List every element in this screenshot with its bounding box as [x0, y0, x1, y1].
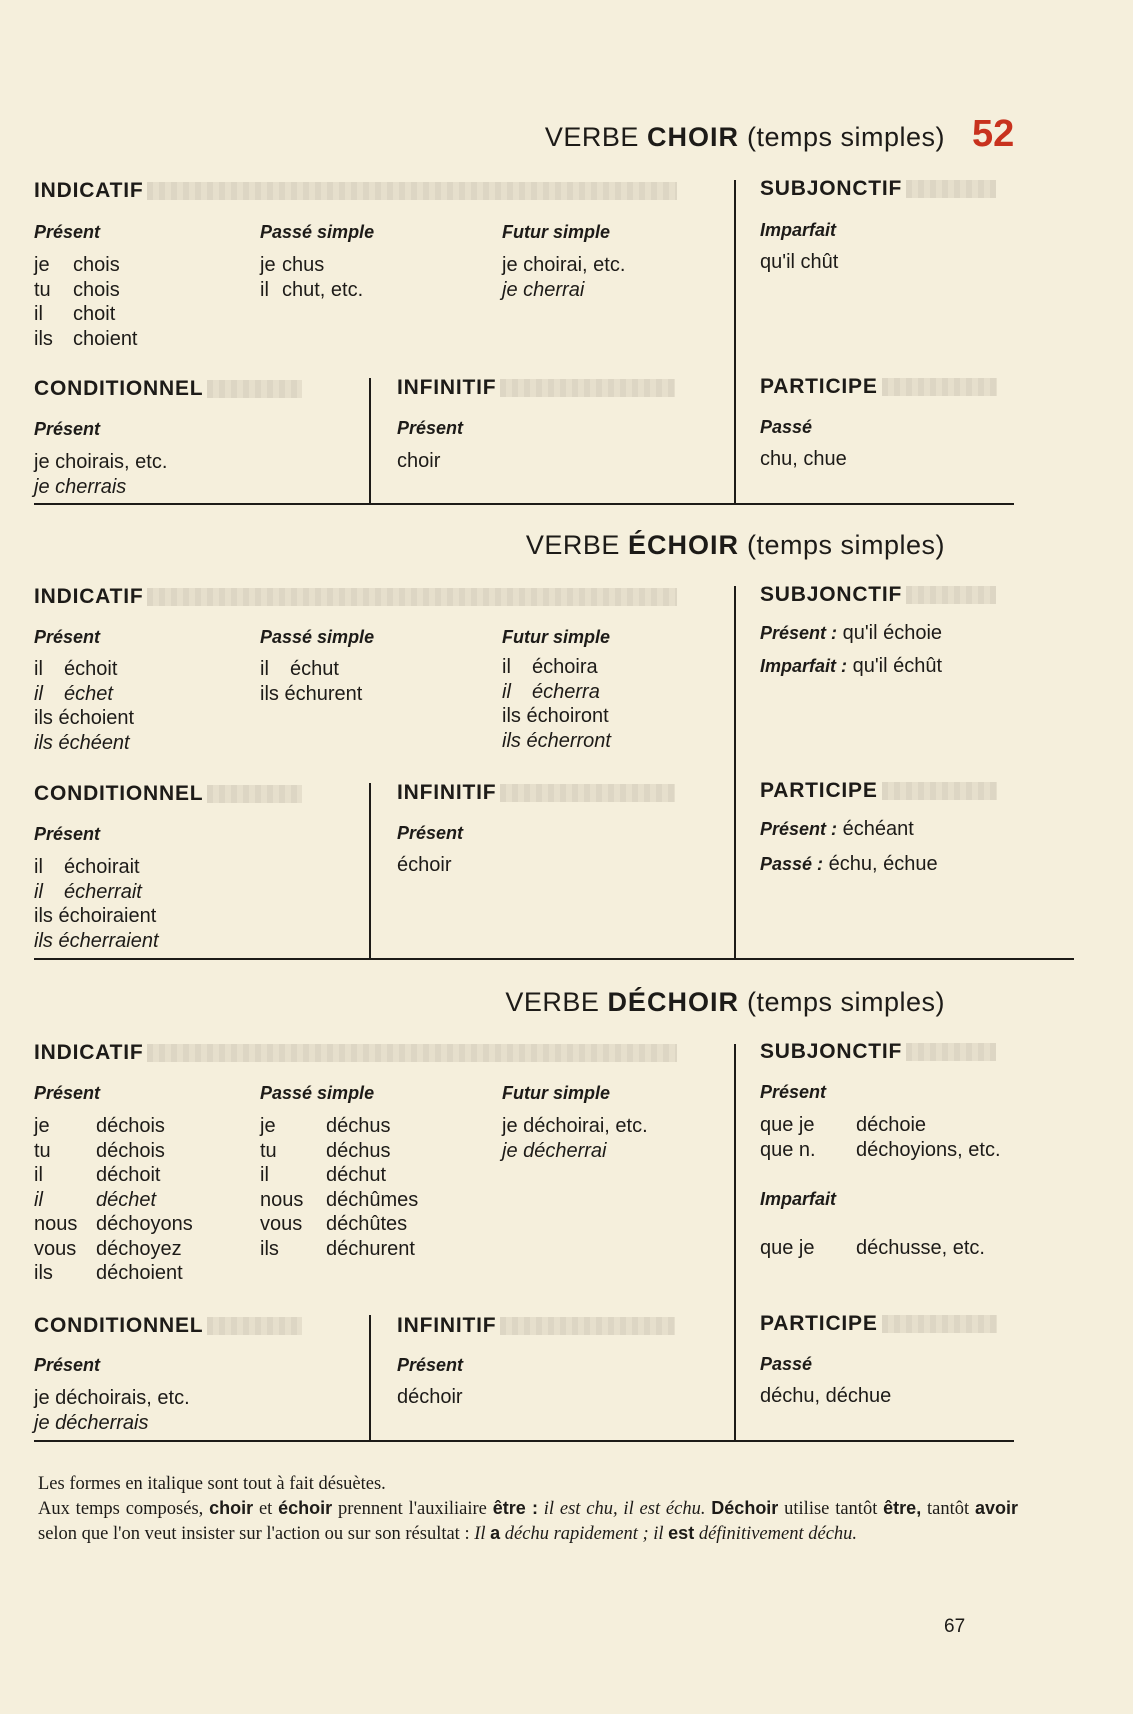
conditionnel-heading: CONDITIONNEL — [34, 376, 302, 402]
verb-form: déchus — [326, 1139, 391, 1162]
verb-form: écherra — [532, 680, 600, 703]
present-label: Présent — [760, 1082, 827, 1102]
form-row — [34, 1212, 193, 1237]
present-label: Présent — [34, 1083, 101, 1103]
conditionnel-heading: CONDITIONNEL — [34, 1313, 302, 1339]
subjonctif-imparfait-form: qu'il échût — [852, 655, 943, 677]
verb-form: échoit — [64, 658, 118, 680]
pronoun: nous — [34, 1213, 78, 1235]
verb-form: déchois — [96, 1139, 165, 1162]
form-row — [34, 278, 138, 303]
title-prefix: VERBE — [505, 987, 600, 1017]
form-row — [34, 1386, 190, 1411]
rule — [34, 958, 1074, 960]
pronoun: que n. — [760, 1138, 816, 1161]
present-label: Présent — [34, 627, 101, 647]
subjonctif-present-line — [760, 622, 942, 645]
indicatif-present-forms — [34, 657, 134, 755]
passe-label: Passé : — [760, 854, 824, 874]
form-text: ils écherraient — [34, 929, 159, 952]
participe-passe-form: déchu, déchue — [760, 1385, 892, 1407]
form-text: je déchoirai, etc. — [502, 1115, 648, 1137]
pronoun: que je — [760, 1237, 815, 1259]
form-text: ils échoiraient — [34, 905, 157, 927]
note-auxiliaries: Aux temps composés, choir et échoir prennent l'auxiliaire être : il est chu, il est échu. Déchoir utilise tantôt être, tantôt avoir selon que l'on veut insister sur l'action ou sur son résultat : Il a déchu rapidement ; il est définitivement déchu. — [38, 1498, 1019, 1544]
form-row — [260, 1188, 418, 1213]
divider — [369, 1315, 371, 1442]
form-row — [260, 657, 362, 682]
form-row — [34, 706, 134, 731]
pronoun: je — [260, 254, 276, 276]
present-label: Présent — [397, 823, 464, 843]
pronoun: il — [34, 880, 43, 903]
participe-heading: PARTICIPE — [760, 778, 997, 804]
subjonctif-present-forms — [760, 1113, 1001, 1162]
imparfait-label: Imparfait — [760, 220, 837, 240]
pronoun: ils — [260, 1237, 279, 1260]
verb-form: chut, etc. — [282, 278, 364, 301]
verb-form: déchoie — [856, 1114, 927, 1136]
form-text: je décherrai — [502, 1139, 607, 1162]
participe-present-line — [760, 818, 914, 841]
verb-form: choit — [73, 303, 116, 325]
form-text: je décherrais — [34, 1411, 149, 1434]
participe-heading: PARTICIPE — [760, 374, 997, 400]
pronoun: tu — [34, 1139, 51, 1162]
conditionnel-forms — [34, 450, 167, 499]
title-suffix: (temps simples) — [746, 122, 945, 152]
indicatif-heading: INDICATIF — [34, 178, 677, 204]
conditionnel-forms — [34, 1386, 190, 1435]
verb-title-dechoir — [505, 987, 945, 1018]
form-row — [260, 1237, 418, 1262]
form-text: ils échoient — [34, 707, 135, 729]
verb-form: écherrait — [64, 880, 142, 903]
title-suffix: (temps simples) — [746, 530, 945, 560]
verb-form: déchûmes — [326, 1188, 419, 1211]
form-row — [260, 1139, 418, 1164]
conditionnel-heading: CONDITIONNEL — [34, 781, 302, 807]
chapter-number: 52 — [972, 113, 1015, 155]
present-label: Présent — [397, 418, 464, 438]
pronoun: tu — [260, 1139, 277, 1162]
form-row — [34, 904, 159, 929]
verb-form: déchut — [326, 1164, 387, 1186]
passe-label: Passé — [760, 1354, 813, 1374]
form-row — [34, 1411, 190, 1436]
conditionnel-forms — [34, 855, 159, 953]
form-row — [502, 1114, 648, 1139]
present-label: Présent : — [760, 819, 838, 839]
form-row — [34, 1188, 193, 1213]
participe-present-form: échéant — [842, 818, 914, 840]
passe-simple-forms — [260, 1114, 418, 1261]
form-text: ils échurent — [260, 682, 363, 705]
infinitif-form: échoir — [397, 854, 452, 876]
passe-simple-label: Passé simple — [260, 222, 375, 242]
pronoun: il — [260, 278, 269, 301]
pronoun: il — [260, 1164, 269, 1186]
indicatif-present-forms — [34, 1114, 193, 1286]
subjonctif-imparfait-line — [760, 655, 942, 678]
pronoun: il — [34, 856, 43, 878]
pronoun: vous — [260, 1213, 303, 1235]
infinitif-heading: INFINITIF — [397, 780, 675, 806]
verb-form: déchoyez — [96, 1237, 182, 1260]
form-text: je déchoirais, etc. — [34, 1387, 190, 1409]
form-row — [34, 731, 134, 756]
form-text: je cherrai — [502, 278, 585, 301]
pronoun: il — [260, 658, 269, 680]
form-row — [34, 1237, 193, 1262]
verb-name: ÉCHOIR — [627, 530, 739, 560]
subjonctif-heading: SUBJONCTIF — [760, 1039, 996, 1065]
page-number: 67 — [944, 1616, 966, 1637]
imparfait-label: Imparfait — [760, 1189, 837, 1209]
infinitif-form: déchoir — [397, 1386, 463, 1408]
form-row — [502, 253, 625, 278]
verb-title-echoir — [526, 530, 945, 561]
footnotes — [38, 1472, 1018, 1546]
divider — [369, 783, 371, 960]
present-label: Présent — [397, 1355, 464, 1375]
pronoun: il — [34, 682, 43, 705]
verb-form: déchus — [326, 1115, 391, 1137]
divider — [734, 1044, 736, 1442]
pronoun: je — [34, 1115, 50, 1137]
verb-form: chois — [73, 254, 120, 276]
participe-heading: PARTICIPE — [760, 1311, 997, 1337]
form-row — [760, 1113, 1001, 1138]
indicatif-present-forms — [34, 253, 138, 351]
form-row — [34, 450, 167, 475]
form-text: je cherrais — [34, 475, 127, 498]
verb-form: échut — [290, 658, 339, 680]
pronoun: il — [34, 658, 43, 680]
futur-simple-forms — [502, 253, 625, 302]
pronoun: il — [34, 1164, 43, 1186]
verb-form: choient — [73, 327, 138, 350]
present-label: Présent — [34, 1355, 101, 1375]
pronoun: que je — [760, 1114, 815, 1136]
verb-form: déchoyions, etc. — [856, 1138, 1001, 1161]
subjonctif-present-form: qu'il échoie — [842, 622, 943, 644]
present-label: Présent — [34, 222, 101, 242]
indicatif-heading: INDICATIF — [34, 1040, 677, 1066]
pronoun: nous — [260, 1188, 304, 1211]
rule — [34, 503, 1014, 505]
form-row — [502, 655, 611, 680]
form-row — [34, 1163, 193, 1188]
form-row — [502, 729, 611, 754]
verb-form: échet — [64, 682, 113, 705]
form-row — [34, 302, 138, 327]
pronoun: je — [34, 254, 50, 276]
pronoun: vous — [34, 1237, 77, 1260]
subjonctif-imparfait-form: qu'il chût — [760, 251, 839, 273]
form-row — [502, 680, 611, 705]
form-text: ils échoiront — [502, 705, 609, 727]
verb-form: déchusse, etc. — [856, 1237, 985, 1259]
pronoun: il — [502, 680, 511, 703]
verb-form: déchoyons — [96, 1213, 193, 1235]
futur-simple-forms — [502, 655, 611, 753]
participe-passe-line — [760, 853, 938, 876]
indicatif-heading: INDICATIF — [34, 584, 677, 610]
pronoun: il — [502, 656, 511, 678]
form-text: je choirai, etc. — [502, 254, 626, 276]
verb-form: déchurent — [326, 1237, 415, 1260]
futur-simple-label: Futur simple — [502, 627, 611, 647]
form-row — [34, 327, 138, 352]
title-prefix: VERBE — [544, 122, 639, 152]
divider — [369, 378, 371, 505]
form-row — [34, 1261, 193, 1286]
passe-label: Passé — [760, 417, 813, 437]
divider — [734, 180, 736, 505]
divider — [734, 586, 736, 960]
verb-form: déchûtes — [326, 1213, 408, 1235]
subjonctif-imparfait-forms — [760, 1236, 985, 1261]
form-text: ils écherront — [502, 729, 611, 752]
title-prefix: VERBE — [525, 530, 620, 560]
verb-form: déchoit — [96, 1164, 161, 1186]
present-label: Présent — [34, 824, 101, 844]
form-row — [760, 1138, 1001, 1163]
verb-form: échoira — [532, 656, 598, 678]
form-row — [34, 1114, 193, 1139]
pronoun: tu — [34, 278, 51, 301]
passe-simple-label: Passé simple — [260, 1083, 375, 1103]
futur-simple-forms — [502, 1114, 648, 1163]
form-row — [502, 1139, 648, 1164]
infinitif-heading: INFINITIF — [397, 375, 675, 401]
form-row — [34, 253, 138, 278]
subjonctif-heading: SUBJONCTIF — [760, 176, 996, 202]
pronoun: il — [34, 1188, 43, 1211]
verb-form: déchois — [96, 1115, 165, 1137]
subjonctif-heading: SUBJONCTIF — [760, 582, 996, 608]
futur-simple-label: Futur simple — [502, 1083, 611, 1103]
form-row — [260, 1114, 418, 1139]
verb-form: chus — [282, 254, 325, 276]
form-row — [502, 278, 625, 303]
participe-passe-form: échu, échue — [828, 853, 938, 875]
futur-simple-label: Futur simple — [502, 222, 611, 242]
form-row — [34, 657, 134, 682]
form-row — [34, 475, 167, 500]
infinitif-heading: INFINITIF — [397, 1313, 675, 1339]
pronoun: je — [260, 1115, 276, 1137]
form-row — [34, 929, 159, 954]
form-row — [34, 1139, 193, 1164]
note-italic-forms: Les formes en italique sont tout à fait désuètes. — [38, 1474, 386, 1494]
present-label: Présent : — [760, 623, 838, 643]
form-row — [502, 704, 611, 729]
form-row — [760, 1236, 985, 1261]
title-suffix: (temps simples) — [746, 987, 945, 1017]
form-row — [34, 682, 134, 707]
participe-passe-form: chu, chue — [760, 448, 847, 470]
passe-simple-forms — [260, 253, 363, 302]
verb-form: déchet — [96, 1188, 157, 1211]
form-row — [34, 855, 159, 880]
form-text: ils échéent — [34, 731, 130, 754]
verb-form: chois — [73, 278, 120, 301]
passe-simple-label: Passé simple — [260, 627, 375, 647]
verb-name: DÉCHOIR — [607, 987, 739, 1017]
form-row — [34, 880, 159, 905]
verb-name: CHOIR — [646, 122, 739, 152]
pronoun: ils — [34, 1262, 53, 1284]
passe-simple-forms — [260, 657, 362, 706]
rule — [34, 1440, 1014, 1442]
form-text: je choirais, etc. — [34, 451, 168, 473]
form-row — [260, 1163, 418, 1188]
form-row — [260, 682, 362, 707]
verb-form: déchoient — [96, 1262, 183, 1284]
present-label: Présent — [34, 419, 101, 439]
form-row — [260, 1212, 418, 1237]
verb-form: échoirait — [64, 856, 140, 878]
pronoun: ils — [34, 327, 53, 350]
pronoun: il — [34, 303, 43, 325]
form-row — [260, 253, 363, 278]
verb-title-choir — [545, 122, 945, 153]
imparfait-label: Imparfait : — [760, 656, 848, 676]
infinitif-form: choir — [397, 450, 441, 472]
form-row — [260, 278, 363, 303]
